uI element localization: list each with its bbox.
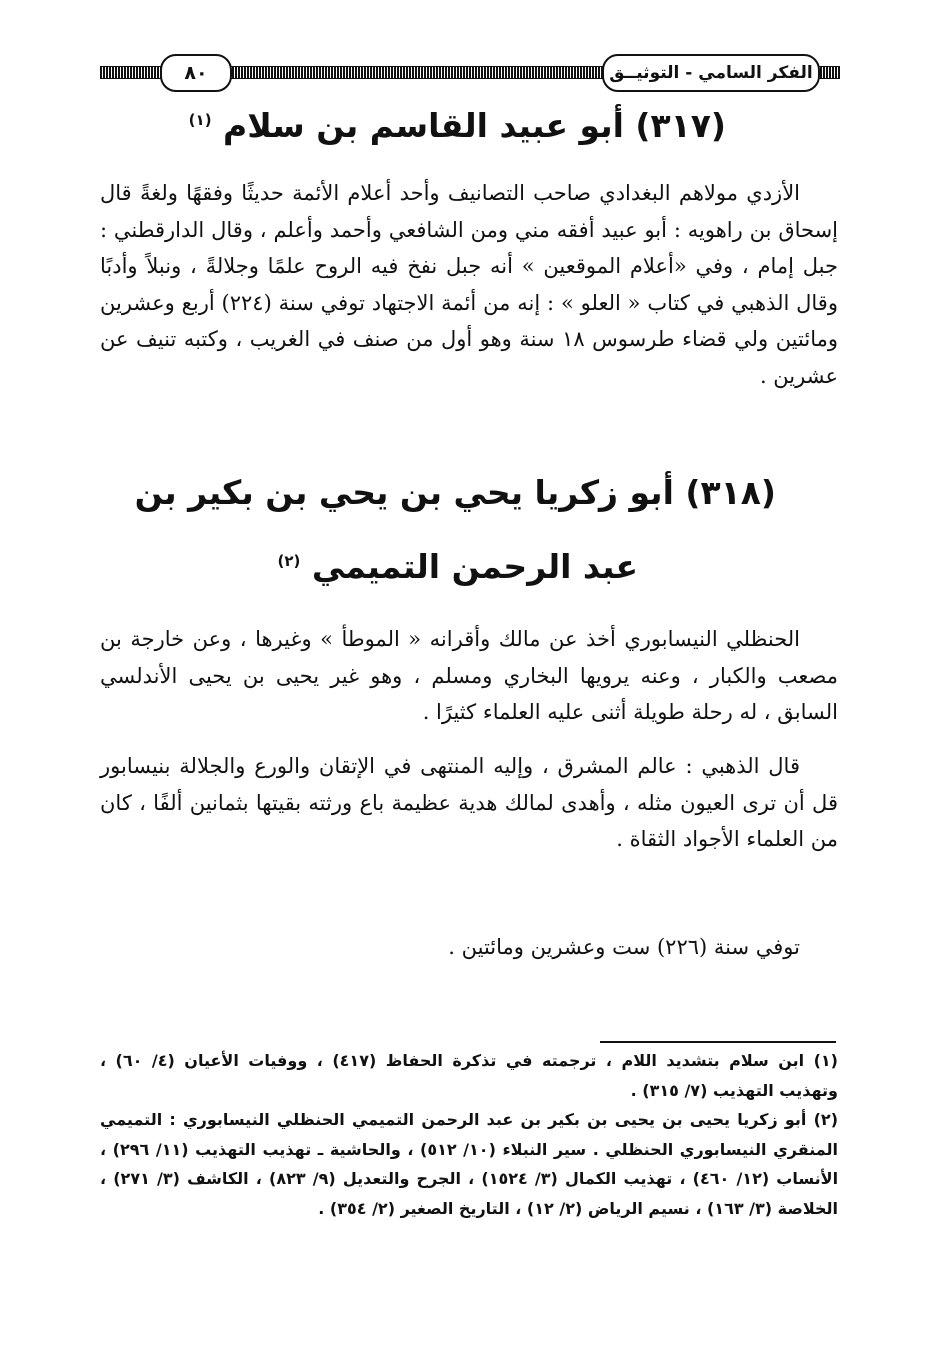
footnote-mark-2: (٢) [277, 552, 301, 570]
running-title: الفكر السامي - التوثيــق [602, 54, 820, 92]
footnotes [100, 1046, 838, 1223]
footnote-2: (٢) أبو زكريا يحيى بن يحيى بن بكير بن عبد الرحمن التميمي الحنظلي النيسابوري : التميمي المنقري النيسابوري الحنظلي . سير النبلاء (١٠/ ٥١٢) ، والحاشية ـ تهذيب التهذيب (١١/ ٢٩٦) ، الأنساب (١٢/ ٤٦٠) ، تهذيب الكمال (٣/ ١٥٢٤) ، الجرح والتعديل (٩/ ٨٢٣) ، الكاشف (٣/ ٢٧١) ، الخلاصة (٣/ ١٦٣) ، نسيم الرياض (٢/ ١٢) ، التاريخ الصغير (٢/ ٣٥٤) . [100, 1110, 839, 1218]
entry-318-paragraph-1: الحنظلي النيسابوري أخذ عن مالك وأقرانه « الموطأ » وغيرها ، وعن خارجة بن مصعب والكبار ، وعنه يرويها البخاري ومسلم ، وهو غير يحيى بن يحيى الأندلسي السابق ، له رحلة طويلة أثنى عليه العلماء كثيرًا . [100, 627, 838, 724]
running-header [100, 36, 840, 96]
entry-318-paragraph-3: توفي سنة (٢٢٦) ست وعشرين ومائتين . [448, 935, 800, 959]
footnote-mark-1: (١) [188, 111, 212, 129]
footnote-1: (١) ابن سلام بتشديد اللام ، ترجمته في تذكرة الحفاظ (٤١٧) ، ووفيات الأعيان (٤/ ٦٠) ، وتهذيب التهذيب (٧/ ٣١٥) . [100, 1051, 838, 1100]
page-number: ٨٠ [160, 54, 232, 92]
entry-318-paragraph-2: قال الذهبي : عالم المشرق ، وإليه المنتهى في الإتقان والورع والجلالة بنيسابور قل أن ترى العيون مثله ، وأهدى لمالك هدية عظيمة باع ورثته بقيتها بثمانين ألفًا ، كان من العلماء الأجواد الثقاة . [100, 754, 838, 851]
entry-heading-318-line2 [277, 547, 638, 587]
entry-heading-318-line1: (٣١٨) أبو زكريا يحي بن يحي بن بكير بن [134, 473, 776, 512]
entry-heading-text: (٣١٧) أبو عبيد القاسم بن سلام [223, 106, 726, 145]
entry-heading-317 [189, 106, 726, 146]
entry-317-body: الأزدي مولاهم البغدادي صاحب التصانيف وأحد أعلام الأئمة حديثًا وفقهًا ولغةً قال إسحاق بن راهويه : أبو عبيد أفقه مني ومن الشافعي وأحمد وأعلم ، وقال الدارقطني : جبل إمام ، وفي «أعلام الموقعين » أنه جبل نفخ فيه الروح علمًا وجلالةً ، ونبلاً وأدبًا وقال الذهبي في كتاب « العلو » : إنه من أئمة الاجتهاد توفي سنة (٢٢٤) أربع وعشرين ومائتين ولي قضاء طرسوس ١٨ سنة وهو أول من صنف في الغريب ، وكتبه تنيف عن عشرين . [100, 181, 838, 388]
entry-heading-text: عبد الرحمن التميمي [311, 547, 638, 586]
footnote-separator [600, 1041, 836, 1043]
